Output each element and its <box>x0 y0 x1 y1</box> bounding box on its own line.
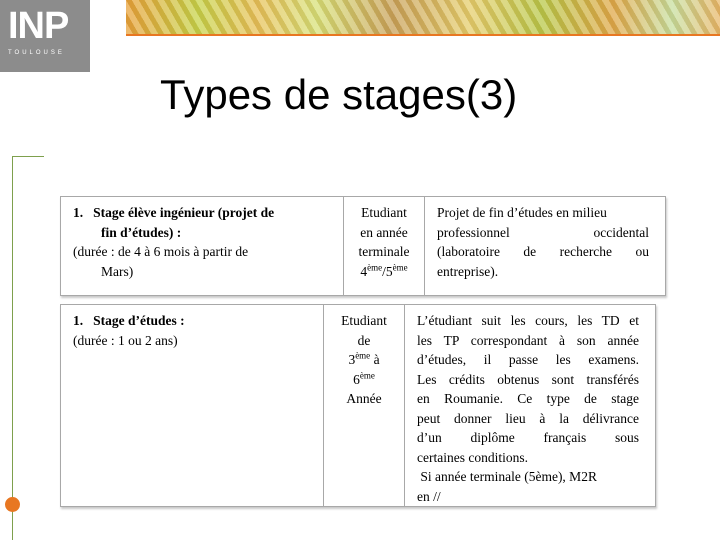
decorative-line-horizontal <box>12 156 44 157</box>
slide-title: Types de stages(3) <box>160 71 518 118</box>
description-line: Les crédits obtenus sont transférés <box>417 371 639 387</box>
student-line: Etudiant <box>361 205 407 220</box>
internship-heading <box>73 311 315 331</box>
year-range: 6ème <box>353 370 375 387</box>
internship-table-2 <box>60 304 656 507</box>
header-rule <box>126 34 720 36</box>
heading-line: Stage élève ingénieur (projet de <box>93 205 275 220</box>
internship-type-cell <box>61 197 344 296</box>
year-range: 4ème/5ème <box>360 262 408 279</box>
student-line: de <box>357 332 371 348</box>
student-line: Etudiant <box>341 313 387 328</box>
description-line: (laboratoire de recherche ou <box>437 244 649 259</box>
duration-line: (durée : de 4 à 6 mois à partir de <box>73 244 249 259</box>
item-number: 1. <box>73 313 84 328</box>
description-line: en // <box>417 488 441 504</box>
student-line: en année <box>360 224 408 240</box>
description-line: d’études, il passe les examens. <box>417 352 639 367</box>
student-level-cell <box>324 305 405 507</box>
description-line: Si année terminale (5ème), M2R <box>417 469 597 484</box>
student-line: terminale <box>358 244 410 259</box>
description-line: d’un diplôme français sous <box>417 430 639 445</box>
decorative-dot <box>5 497 20 512</box>
internship-table-1 <box>60 196 666 296</box>
description-cell <box>425 197 666 296</box>
table-row <box>61 305 656 507</box>
description-cell <box>405 305 656 507</box>
description-line: les TP correspondant à son année <box>417 332 639 348</box>
duration-line: Mars) <box>101 263 134 279</box>
student-line: Année <box>346 391 382 406</box>
description-line: peut donner lieu à la délivrance <box>417 410 639 426</box>
heading-line: Stage d’études : <box>93 313 185 328</box>
inp-toulouse-logo <box>0 0 90 72</box>
description-line: certaines conditions. <box>417 449 528 465</box>
description-line: en Roumanie. Ce type de stage <box>417 391 639 406</box>
description-line: entreprise). <box>437 263 499 279</box>
decorative-line-vertical <box>12 156 13 540</box>
logo-subtext: TOULOUSE <box>8 50 65 56</box>
table-row <box>61 197 666 296</box>
year-range: 3ème à <box>348 350 380 367</box>
internship-type-cell <box>61 305 324 507</box>
description-line: L’étudiant suit les cours, les TD et <box>417 313 639 328</box>
student-level-cell <box>344 197 425 296</box>
logo-text: INP <box>8 5 69 47</box>
internship-heading <box>73 203 335 223</box>
duration-line: (durée : 1 ou 2 ans) <box>73 332 178 348</box>
description-line: professionnel occidental <box>437 224 649 240</box>
heading-line: fin d’études) : <box>101 224 182 240</box>
header-banner <box>126 0 720 34</box>
description-line: Projet de fin d’études en milieu <box>437 205 607 220</box>
item-number: 1. <box>73 205 84 220</box>
